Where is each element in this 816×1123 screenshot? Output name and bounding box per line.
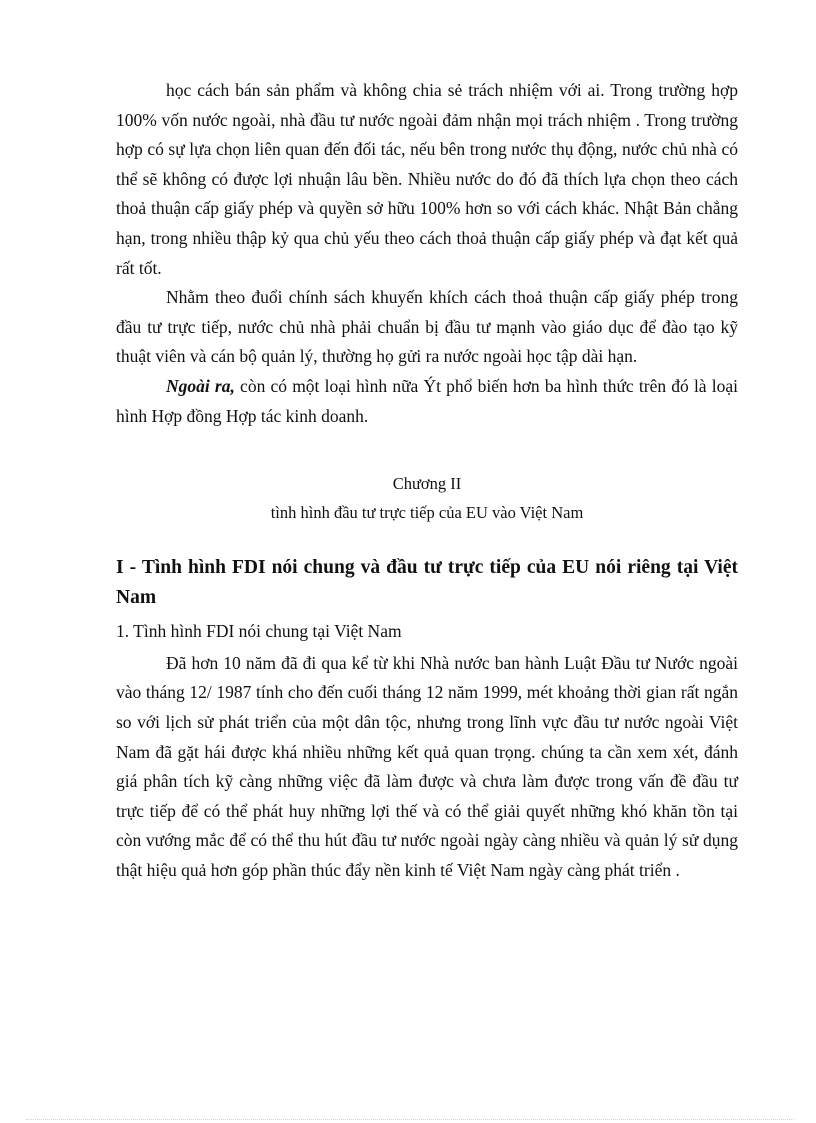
- paragraph-body-text: còn có một loại hình nữa Ýt phổ biến hơn ba hình thức trên đó là loại hình Hợp đồng Hợp tác kinh doanh.: [116, 375, 738, 426]
- document-page: [116, 76, 738, 885]
- page-bottom-divider: [26, 1119, 794, 1120]
- section-heading: I - Tình hình FDI nói chung và đầu tư trực tiếp của EU nói riêng tại Việt Nam: [116, 557, 738, 609]
- chapter-title: tình hình đầu tư trực tiếp của EU vào Việt Nam: [270, 503, 584, 523]
- paragraph-lead-phrase: Ngoài ra,: [166, 375, 235, 396]
- chapter-number: Chương II: [392, 474, 462, 494]
- paragraph-business-cooperation: [116, 372, 738, 431]
- paragraph-licensing-agreements: học cách bán sản phẩm và không chia sẻ trách nhiệm với ai. Trong trường hợp 100% vốn nước ngoài, nhà đầu tư nước ngoài đảm nhận mọi trách nhiệm . Trong trường hợp có sự lựa chọn liên quan đến đối tác, nếu bên trong nước thụ động, nước chủ nhà có thể sẽ không có được lợi nhuận lâu bền. Nhiều nước do đó đã thích lựa chọn theo cách thoả thuận cấp giấy phép và quyền sở hữu 100% hơn so với cách khác. Nhật Bản chẳng hạn, trong nhiều thập kỷ qua chủ yếu theo cách thoả thuận cấp giấy phép và đạt kết quả rất tốt.: [116, 80, 738, 278]
- subsection-heading: 1. Tình hình FDI nói chung tại Việt Nam: [116, 621, 402, 642]
- paragraph-education-investment: Nhằm theo đuổi chính sách khuyến khích cách thoả thuận cấp giấy phép trong đầu tư trực tiếp, nước chủ nhà phải chuẩn bị đầu tư mạnh vào giáo dục để đào tạo kỹ thuật viên và cán bộ quản lý, thường họ gửi ra nước ngoài học tập dài hạn.: [116, 287, 738, 367]
- paragraph-fdi-overview: Đã hơn 10 năm đã đi qua kể từ khi Nhà nước ban hành Luật Đầu tư Nước ngoài vào tháng 12/ 1987 tính cho đến cuối tháng 12 năm 1999, mét khoảng thời gian rất ngắn so với lịch sử phát triển của một dân tộc, nhưng trong lĩnh vực đầu tư nước ngoài Việt Nam đã gặt hái được khá nhiều những kết quả quan trọng. chúng ta cần xem xét, đánh giá phân tích kỹ càng những việc đã làm được và chưa làm được trong vấn đề đầu tư trực tiếp để có thể phát huy những lợi thế và có thể giải quyết những khó khăn tồn tại còn vướng mắc để có thể thu hút đầu tư nước ngoài ngày càng nhiều và quản lý sử dụng thật hiệu quả hơn góp phần thúc đẩy nền kinh tế Việt Nam ngày càng phát triển .: [116, 652, 738, 880]
